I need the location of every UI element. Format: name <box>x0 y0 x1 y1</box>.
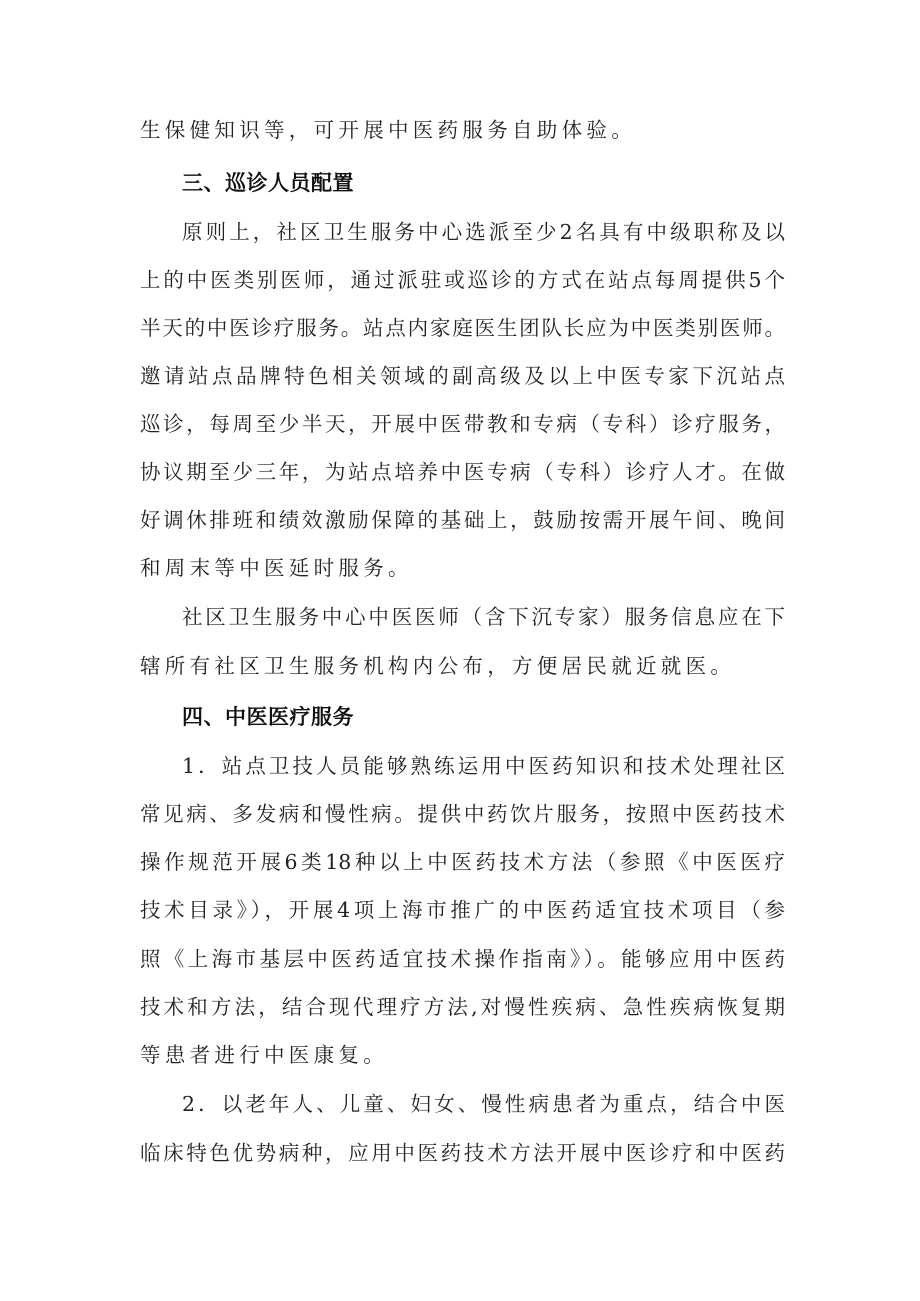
paragraph-line: 技术和方法，结合现代理疗方法,对慢性疾病、急性疾病恢复期 <box>140 995 785 1019</box>
paragraph-line: 原则上，社区卫生服务中心选派至少2名具有中级职称及以 <box>182 220 785 244</box>
list-item-2-line: 2．以老年人、儿童、妇女、慢性病患者为重点，结合中医 <box>182 1092 785 1116</box>
section-heading-4: 四、中医医疗服务 <box>182 705 354 729</box>
paragraph-line: 常见病、多发病和慢性病。提供中药饮片服务，按照中医药技术 <box>140 802 785 826</box>
paragraph-line: 操作规范开展6类18种以上中医药技术方法（参照《中医医疗 <box>140 850 785 874</box>
paragraph-line: 临床特色优势病种，应用中医药技术方法开展中医诊疗和中医药 <box>140 1141 785 1165</box>
paragraph-line: 生保健知识等，可开展中医药服务自助体验。 <box>140 118 636 142</box>
paragraph-line: 邀请站点品牌特色相关领域的副高级及以上中医专家下沉站点 <box>140 364 785 388</box>
list-item-1-line: 1．站点卫技人员能够熟练运用中医药知识和技术处理社区 <box>182 754 785 778</box>
paragraph-line: 半天的中医诊疗服务。站点内家庭医生团队长应为中医类别医师。 <box>140 316 785 340</box>
paragraph-line: 和周末等中医延时服务。 <box>140 556 413 580</box>
paragraph-line: 辖所有社区卫生服务机构内公布，方便居民就近就医。 <box>140 654 736 678</box>
paragraph-line: 等患者进行中医康复。 <box>140 1043 388 1067</box>
paragraph-line: 照《上海市基层中医药适宜技术操作指南》）。能够应用中医药 <box>140 947 785 971</box>
section-heading-3: 三、巡诊人员配置 <box>182 171 354 195</box>
paragraph-line: 社区卫生服务中心中医医师（含下沉专家）服务信息应在下 <box>182 605 785 629</box>
paragraph-line: 上的中医类别医师，通过派驻或巡诊的方式在站点每周提供5个 <box>140 268 785 292</box>
paragraph-line: 巡诊，每周至少半天，开展中医带教和专病（专科）诊疗服务， <box>140 412 785 436</box>
paragraph-line: 技术目录》），开展4项上海市推广的中医药适宜技术项目（参 <box>140 898 785 922</box>
paragraph-line: 好调休排班和绩效激励保障的基础上，鼓励按需开展午间、晚间 <box>140 508 785 532</box>
paragraph-line: 协议期至少三年，为站点培养中医专病（专科）诊疗人才。在做 <box>140 460 785 484</box>
